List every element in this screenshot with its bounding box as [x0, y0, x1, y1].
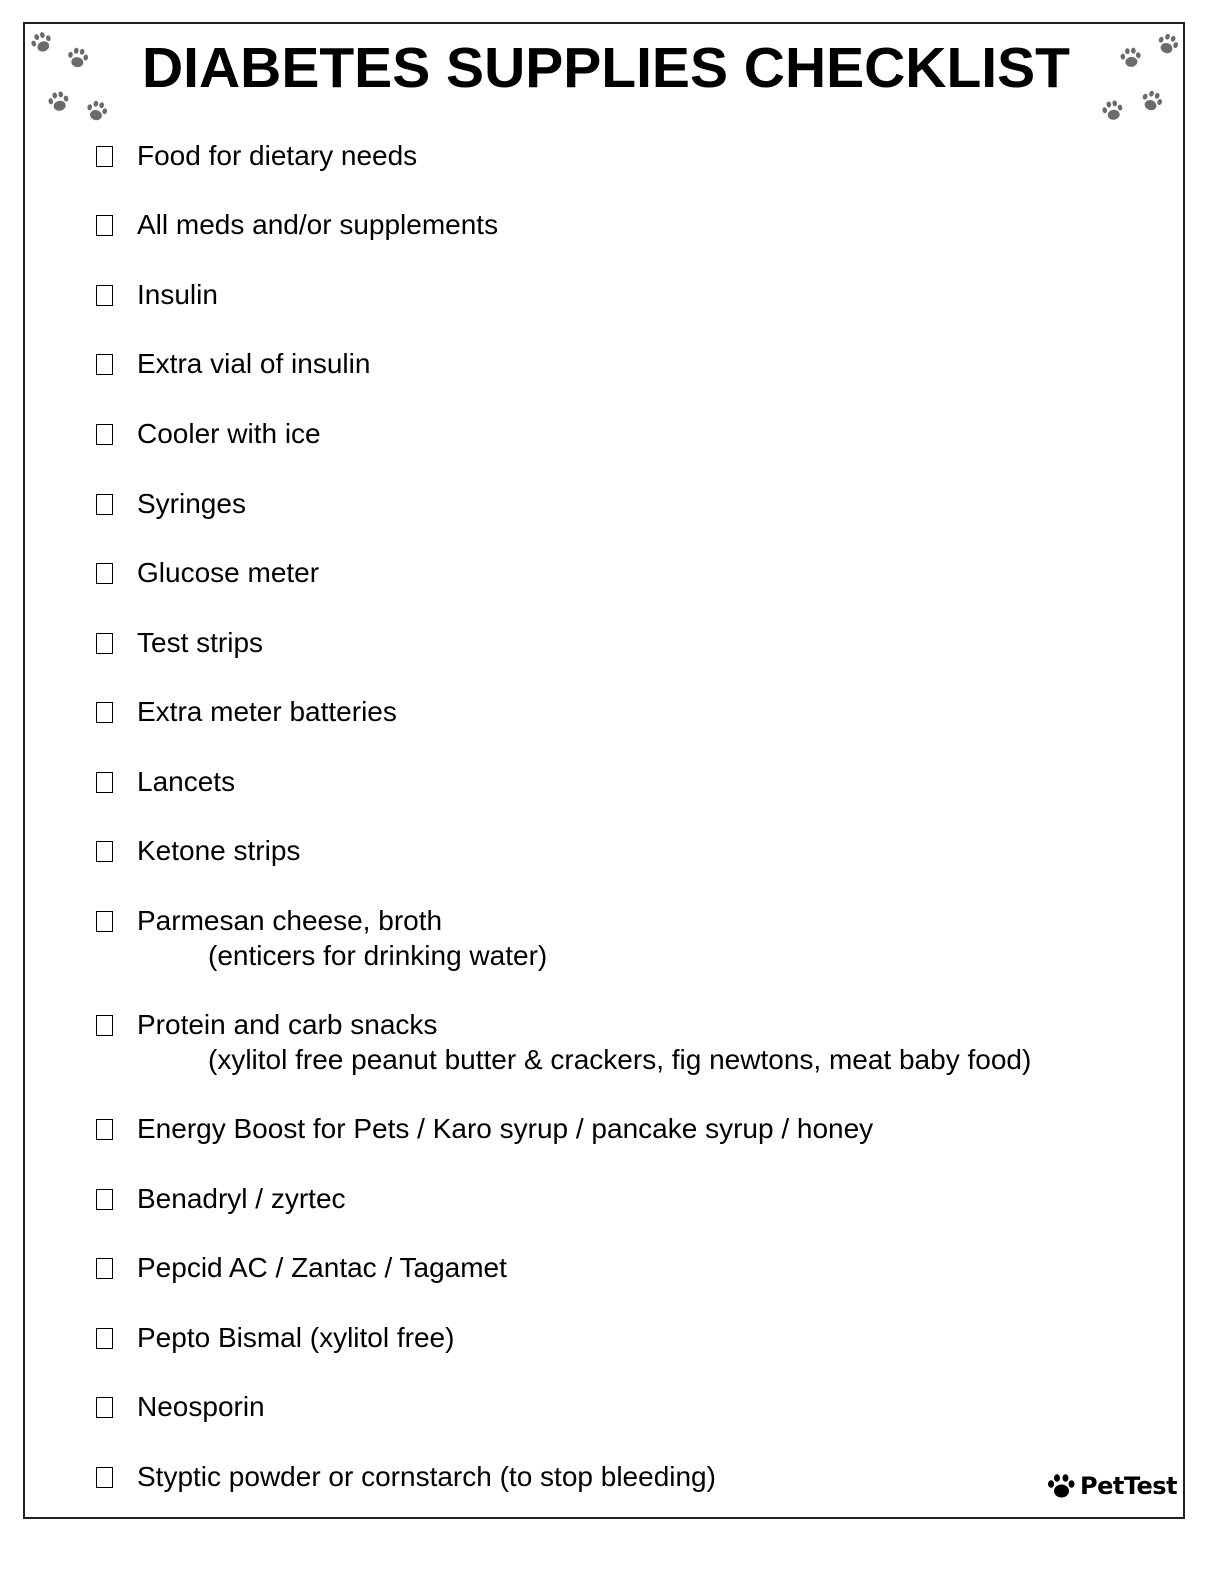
item-label: Food for dietary needs — [137, 140, 418, 171]
item-label: All meds and/or supplements — [137, 209, 499, 240]
logo-text: PetTest — [1080, 1472, 1178, 1500]
checkbox[interactable] — [96, 215, 113, 236]
item-label: Neosporin — [137, 1391, 265, 1422]
checkbox[interactable] — [96, 1397, 113, 1418]
checkbox[interactable] — [96, 1467, 113, 1488]
item-label: Syringes — [137, 488, 246, 519]
checkbox[interactable] — [96, 354, 113, 375]
item-label: Glucose meter — [137, 557, 320, 588]
item-label: Insulin — [137, 279, 218, 310]
item-label: Styptic powder or cornstarch (to stop bleeding) — [137, 1461, 716, 1492]
checkbox[interactable] — [96, 1015, 113, 1036]
paw-icon — [1046, 1472, 1076, 1500]
item-label: Protein and carb snacks — [137, 1009, 438, 1040]
item-label: Extra meter batteries — [137, 696, 397, 727]
paw-print-icon — [1097, 96, 1127, 126]
checkbox[interactable] — [96, 1328, 113, 1349]
checkbox[interactable] — [96, 911, 113, 932]
item-label: Benadryl / zyrtec — [137, 1183, 346, 1214]
checkbox[interactable] — [96, 841, 113, 862]
item-label: Test strips — [137, 627, 264, 658]
item-label: Pepto Bismal (xylitol free) — [137, 1322, 455, 1353]
item-label: Cooler with ice — [137, 418, 321, 449]
paw-print-icon — [43, 87, 73, 117]
checkbox[interactable] — [96, 563, 113, 584]
item-label: Energy Boost for Pets / Karo syrup / pancake syrup / honey — [137, 1113, 874, 1144]
item-note: (xylitol free peanut butter & crackers, fig newtons, meat baby food) — [208, 1044, 1032, 1075]
paw-print-icon — [1116, 44, 1144, 72]
checkbox[interactable] — [96, 1119, 113, 1140]
item-label: Lancets — [137, 766, 236, 797]
checkbox[interactable] — [96, 285, 113, 306]
checkbox[interactable] — [96, 146, 113, 167]
checkbox[interactable] — [96, 1258, 113, 1279]
paw-print-icon — [62, 43, 92, 73]
checkbox[interactable] — [96, 424, 113, 445]
checkbox[interactable] — [96, 1189, 113, 1210]
item-label: Pepcid AC / Zantac / Tagamet — [137, 1252, 507, 1283]
checkbox[interactable] — [96, 702, 113, 723]
pettest-logo — [1046, 1472, 1177, 1500]
item-label: Ketone strips — [137, 835, 301, 866]
checkbox[interactable] — [96, 494, 113, 515]
item-note: (enticers for drinking water) — [208, 940, 548, 971]
item-label: Parmesan cheese, broth — [137, 905, 443, 936]
page-title: DIABETES SUPPLIES CHECKLIST — [142, 36, 1070, 100]
checkbox[interactable] — [96, 633, 113, 654]
checkbox[interactable] — [96, 772, 113, 793]
item-label: Extra vial of insulin — [137, 348, 371, 379]
